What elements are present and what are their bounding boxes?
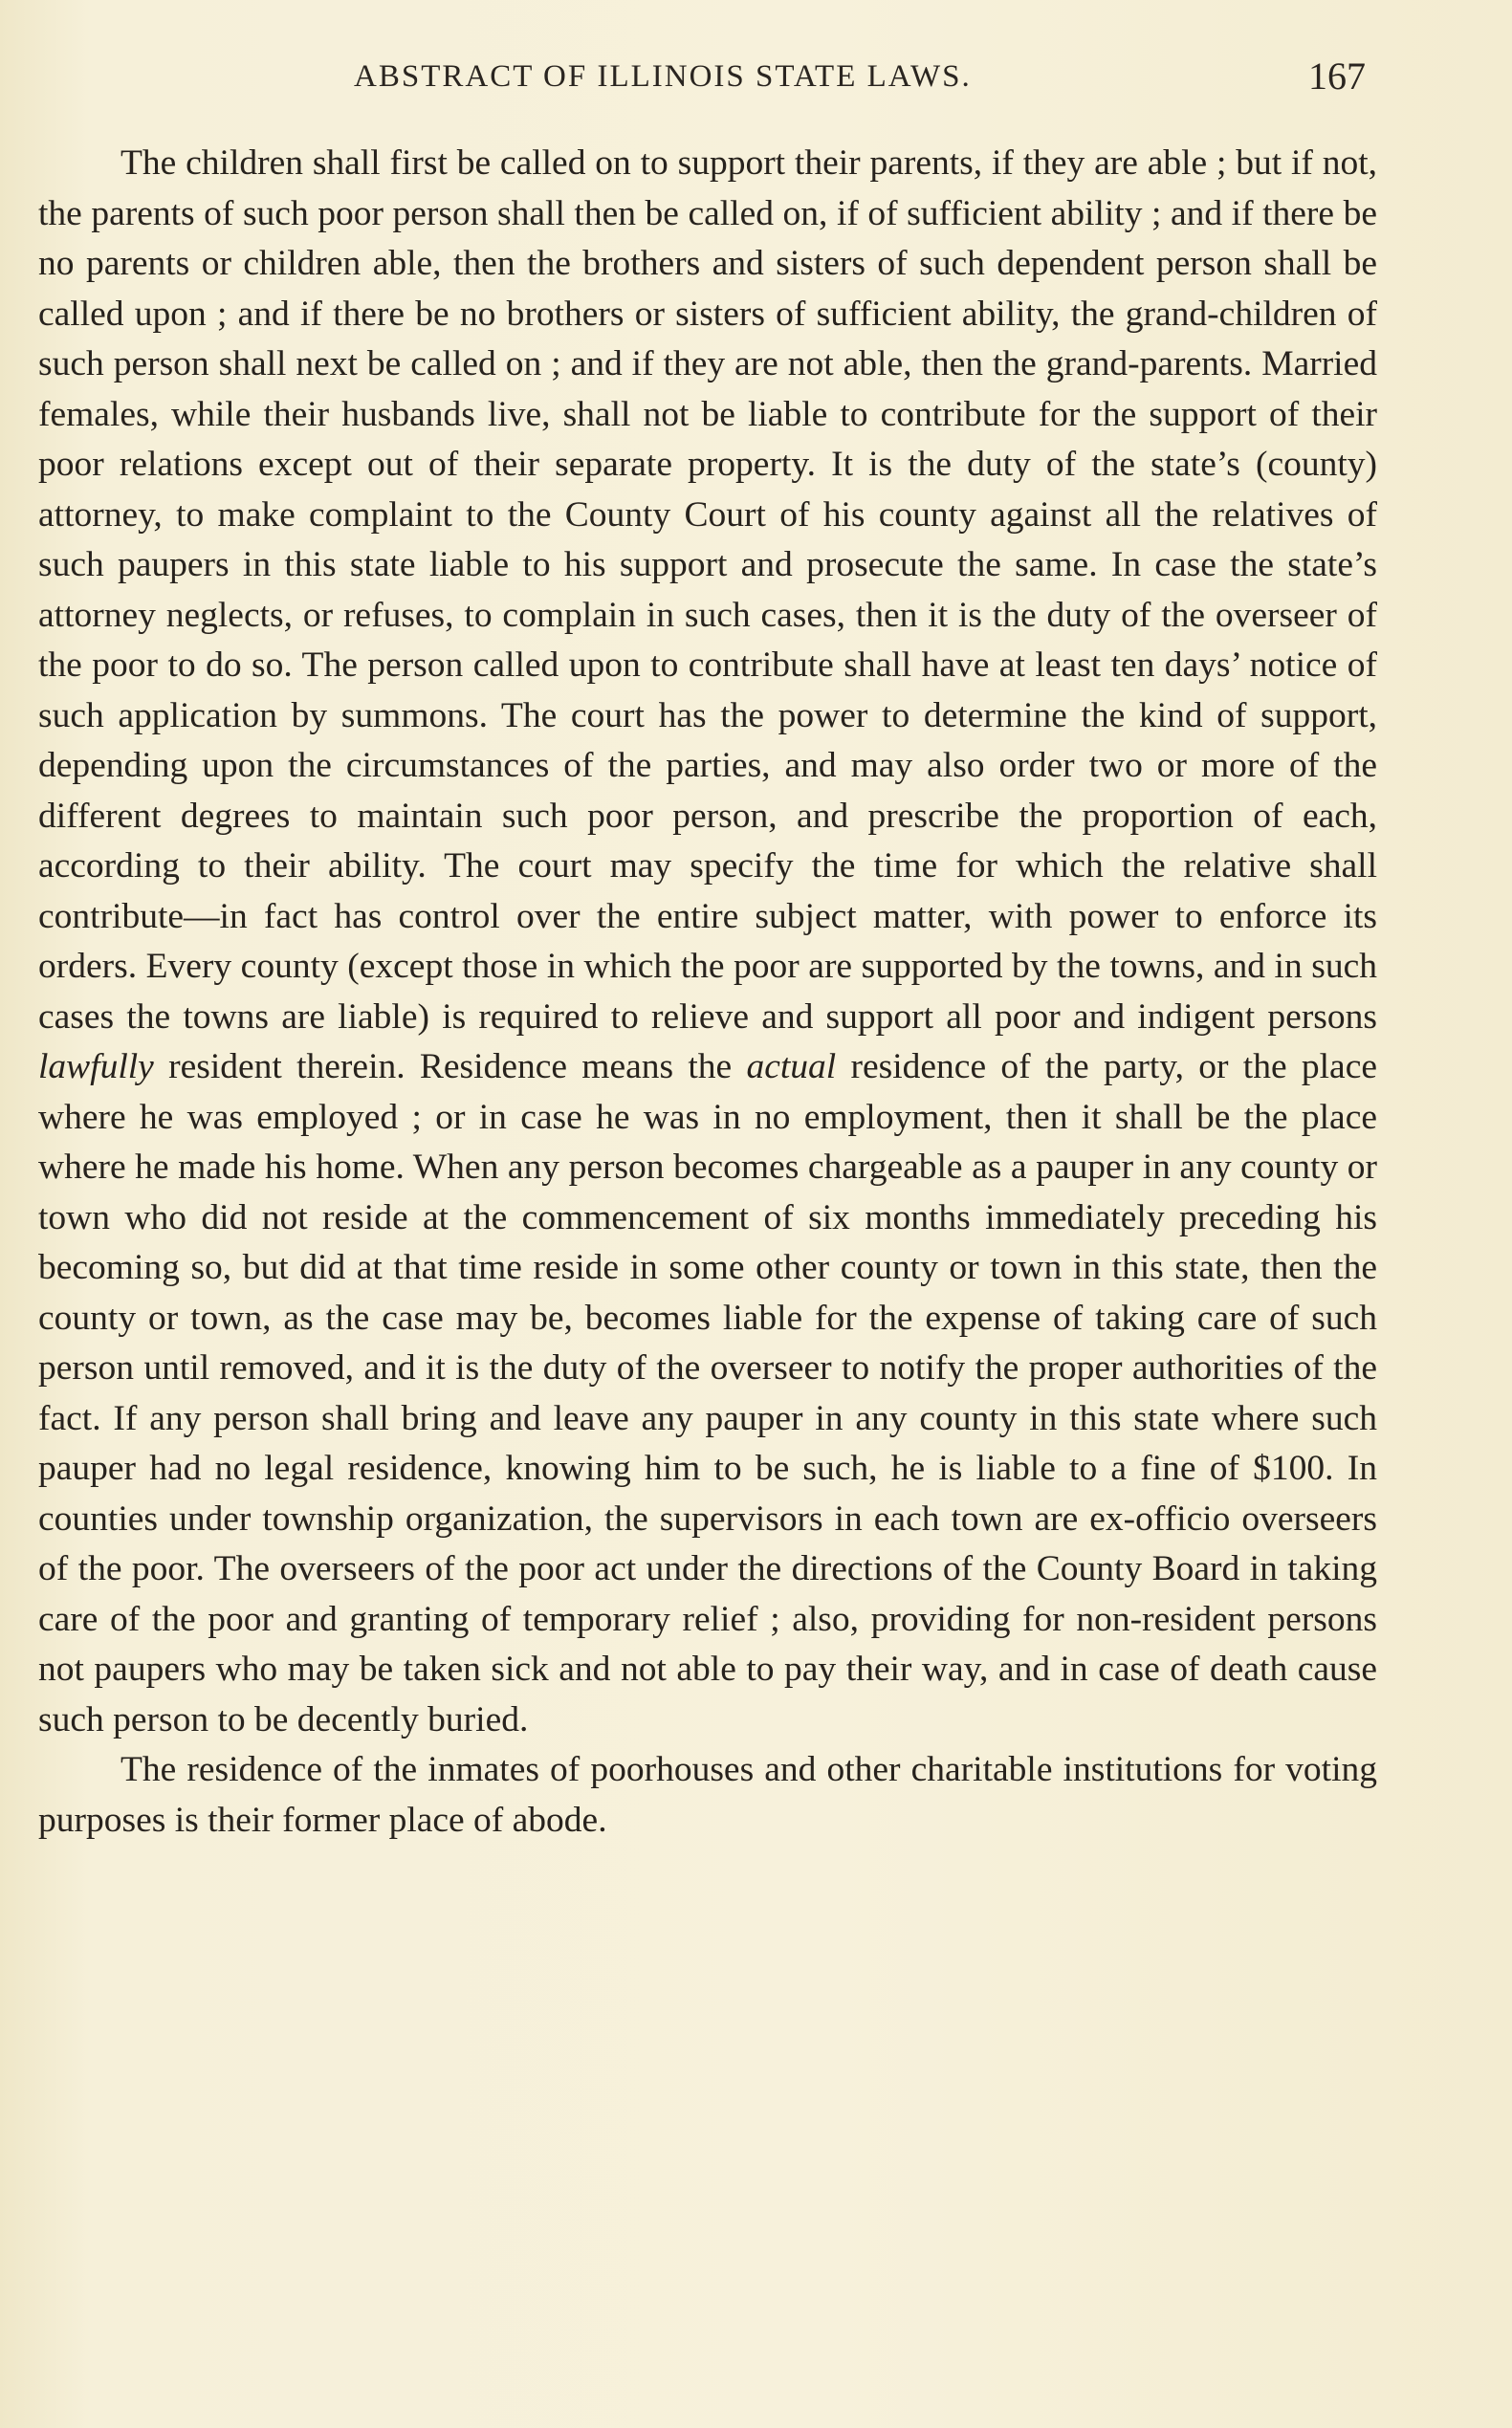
running-title: ABSTRACT OF ILLINOIS STATE LAWS. (354, 59, 972, 94)
page-number: 167 (1308, 55, 1366, 98)
body-text (38, 139, 1377, 1846)
paragraph-1 (38, 139, 1377, 1745)
paragraph-1-text-a: The children shall first be called on to support their parents, if they are able ; but if not, the parents of such poor person shall then be called on, if of sufficient ability ; and if there be no parents or children able, then the brothers and sisters of such dependent person shall be called upon ; and if there be no brothers or sisters of sufficient ability, the grand-children of such person shall next be called on ; and if they are not able, then the grand-parents. Married females, while their husbands live, shall not be liable to contribute for the support of their poor relations except out of their separate property. It is the duty of the state’s (county) attorney, to make complaint to the County Court of his county against all the relatives of such paupers in this state liable to his support and prosecute the same. In case the state’s attorney neglects, or refuses, to complain in such cases, then it is the duty of the overseer of the poor to do so. The person called upon to contribute shall have at least ten days’ notice of such application by summons. The court has the power to determine the kind of support, depending upon the circumstances of the parties, and may also order two or more of the different degrees to maintain such poor person, and prescribe the proportion of each, according to their ability. The court may specify the time for which the relative shall contribute—in fact has control over the entire subject matter, with power to enforce its orders. Every county (except those in which the poor are supported by the towns, and in such cases the towns are liable) is required to relieve and support all poor and indigent persons (38, 143, 1377, 1037)
italic-word-actual: actual (746, 1047, 837, 1086)
italic-word-lawfully: lawfully (38, 1047, 154, 1086)
page-header (0, 55, 1512, 107)
paragraph-2: The residence of the inmates of poorhouses and other charitable institutions for voting purposes is their former place of abode. (38, 1750, 1377, 1840)
paragraph-1-text-c: residence of the party, or the place where he was employed ; or in case he was in no employment, then it shall be the place where he made his home. When any person becomes chargeable as a pauper in any county or town who did not reside at the commencement of six months immediately preceding his becoming so, but did at that time reside in some other county or town in this state, then the county or town, as the case may be, becomes liable for the expense of taking care of such person until removed, and it is the duty of the overseer to notify the proper authorities of the fact. If any person shall bring and leave any pauper in any county in this state where such pauper had no legal residence, knowing him to be such, he is liable to a fine of $100. In counties under township organization, the supervisors in each town are ex-officio overseers of the poor. The overseers of the poor act under the directions of the County Board in taking care of the poor and granting of temporary relief ; also, providing for non-resident persons not paupers who may be taken sick and not able to pay their way, and in case of death cause such person to be decently buried. (38, 1047, 1377, 1739)
paragraph-1-text-b: resident therein. Residence means the (153, 1047, 747, 1086)
